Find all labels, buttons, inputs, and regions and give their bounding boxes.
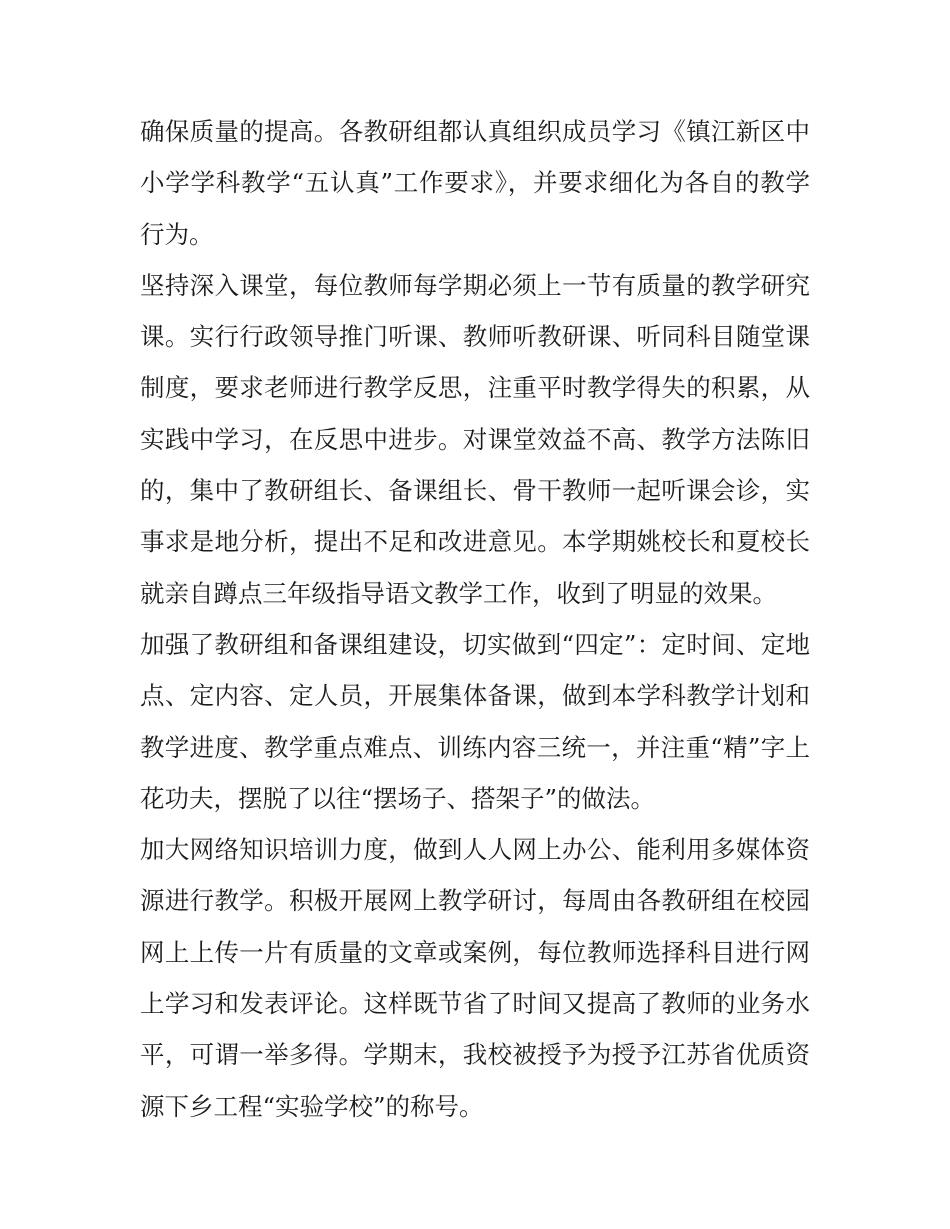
document-body xyxy=(140,106,810,1132)
paragraph-1: 确保质量的提高。各教研组都认真组织成员学习《镇江新区中小学学科教学“五认真”工作要求》，并要求细化为各自的教学行为。 xyxy=(140,117,810,249)
paragraph-4: 加大网络知识培训力度，做到人人网上办公、能利用多媒体资源进行教学。积极开展网上教学研讨，每周由各教研组在校园网上上传一片有质量的文章或案例，每位教师选择科目进行网上学习和发表评论。这样既节省了时间又提高了教师的业务水平，可谓一举多得。学期末，我校被授予为授予江苏省优质资源下乡工程“实验学校”的称号。 xyxy=(140,835,810,1121)
paragraph-3: 加强了教研组和备课组建设，切实做到“四定”：定时间、定地点、定内容、定人员，开展集体备课，做到本学科教学计划和教学进度、教学重点难点、训练内容三统一，并注重“精”字上花功夫，摆脱了以往“摆场子、搭架子”的做法。 xyxy=(140,629,810,813)
paragraph-2: 坚持深入课堂，每位教师每学期必须上一节有质量的教学研究课。实行行政领导推门听课、教师听教研课、听同科目随堂课制度，要求老师进行教学反思，注重平时教学得失的积累，从实践中学习，在反思中进步。对课堂效益不高、教学方法陈旧的，集中了教研组长、备课组长、骨干教师一起听课会诊，实事求是地分析，提出不足和改进意见。本学期姚校长和夏校长就亲自蹲点三年级指导语文教学工作，收到了明显的效果。 xyxy=(140,270,810,608)
